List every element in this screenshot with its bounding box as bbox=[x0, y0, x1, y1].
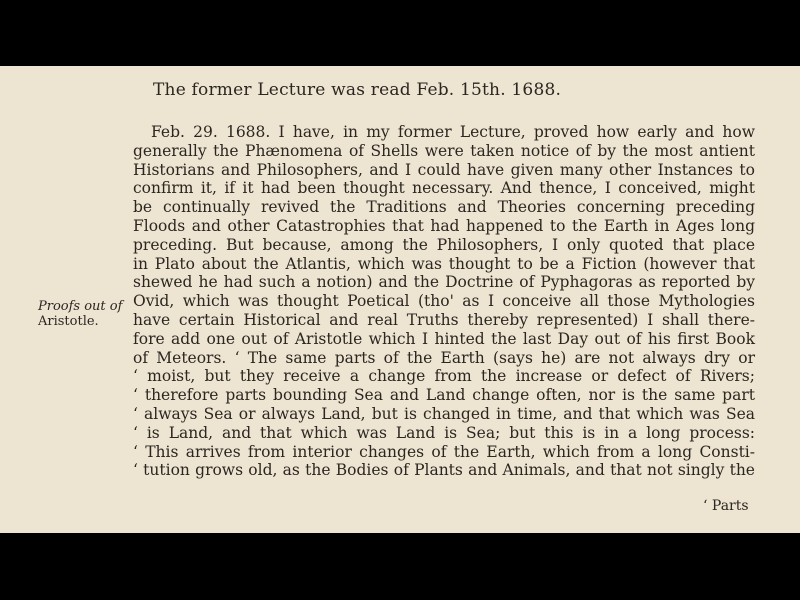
text-line: be continually revived the Traditions and Theories concerning preceding bbox=[133, 198, 755, 217]
margin-note-line-2: Aristotle. bbox=[38, 314, 99, 329]
text-line: ‘ moist, but they receive a change from the increase or defect of Rivers; bbox=[133, 367, 755, 386]
page-header: The former Lecture was read Feb. 15th. 1688. bbox=[153, 80, 562, 100]
text-line: ‘ always Sea or always Land, but is changed in time, and that which was Sea bbox=[133, 404, 755, 423]
body-paragraph bbox=[133, 123, 755, 480]
text-line: in Plato about the Atlantis, which was thought to be a Fiction (however that bbox=[133, 254, 755, 273]
text-line: preceding. But because, among the Philosophers, I only quoted that place bbox=[133, 235, 755, 254]
text-line: confirm it, if it had been thought necessary. And thence, I conceived, might bbox=[133, 179, 755, 198]
text-line: Ovid, which was thought Poetical (tho' as I conceive all those Mythologies bbox=[133, 292, 755, 311]
text-line: ‘ therefore parts bounding Sea and Land change often, nor is the same part bbox=[133, 386, 755, 405]
text-line: ‘ This arrives from interior changes of the Earth, which from a long Consti- bbox=[133, 442, 755, 461]
margin-note-line-1: Proofs out of bbox=[38, 299, 123, 314]
text-line: fore add one out of Aristotle which I hinted the last Day out of his first Book bbox=[133, 329, 755, 348]
text-line: ‘ is Land, and that which was Land is Sea; but this is in a long process: bbox=[133, 423, 755, 442]
text-line: shewed he had such a notion) and the Doctrine of Pyphagoras as reported by bbox=[133, 273, 755, 292]
text-line: Floods and other Catastrophies that had happened to the Earth in Ages long bbox=[133, 216, 755, 235]
text-line: Historians and Philosophers, and I could have given many other Instances to bbox=[133, 160, 755, 179]
catchword: ‘ Parts bbox=[703, 498, 749, 514]
book-page bbox=[0, 66, 800, 533]
text-line: Feb. 29. 1688. I have, in my former Lecture, proved how early and how bbox=[151, 123, 755, 141]
margin-note bbox=[38, 299, 122, 329]
text-line: have certain Historical and real Truths thereby represented) I shall there- bbox=[133, 310, 755, 329]
text-line: generally the Phænomena of Shells were taken notice of by the most antient bbox=[133, 141, 755, 160]
text-line: of Meteors. ‘ The same parts of the Earth (says he) are not always dry or bbox=[133, 348, 755, 367]
text-line: ‘ tution grows old, as the Bodies of Plants and Animals, and that not singly the bbox=[133, 461, 755, 480]
